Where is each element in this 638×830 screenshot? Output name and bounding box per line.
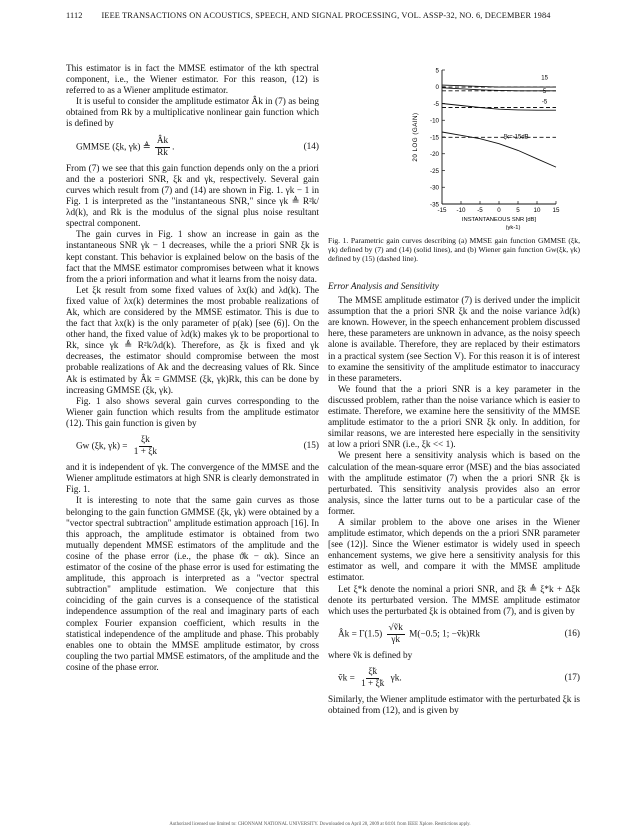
x-tick-label: 15	[552, 207, 560, 214]
paragraph: We present here a sensitivity analysis which is based on the calculation of the mean-square error (MSE) and the bias associated with the amplitude estimator (7) when the a priori SNR ξk is perturbated. This sensitivity analysis provides also an error analysis, since the latter turns out to be a particular case of the former.	[328, 451, 580, 517]
equation-numerator: ξk	[139, 435, 152, 447]
license-footer: Authorized licensed use limited to: CHONNAM NATIONAL UNIVERSITY. Downloaded on April 28, 2009 at 04:01 from IEEE Xplore. Restrictions apply.	[169, 822, 471, 827]
paragraph: From (7) we see that this gain function depends only on the a priori and the a posteriori SNR, ξk and γk, respectively. Several gain curves which result from (7) and (14) are shown in Fig. 1. γk − 1 in Fig. 1 is interpreted as the "instantaneous SNR," since γk ≜ R²k/λd(k), and Rk is the modulus of the signal plus noise resultant spectral component.	[66, 163, 319, 230]
equation-numerator: Âk	[155, 136, 170, 148]
paragraph: A similar problem to the above one arises in the Wiener amplitude estimator, which depends on the a priori SNR parameter [see (12)]. Since the Wiener estimator is widely used in speech enhancement systems, we give here a sensitivity analysis for this estimator as well, and compare it with the MMSE amplitude estimator.	[328, 517, 580, 584]
equation-denominator: γk	[391, 634, 401, 645]
journal-title: IEEE TRANSACTIONS ON ACOUSTICS, SPEECH, AND SIGNAL PROCESSING, VOL. ASSP-32, NO. 6, DECEMBER 1984	[101, 11, 551, 20]
y-tick-label: -30	[430, 184, 439, 192]
y-axis-label: 20 LOG (GAIN)	[412, 112, 419, 162]
x-tick-label: -5	[477, 207, 483, 214]
equation-number: (14)	[303, 141, 319, 152]
y-tick-label: 0	[435, 84, 439, 92]
x-tick-label: 5	[516, 207, 520, 214]
mmse-gain-curve	[442, 132, 556, 167]
figure-caption: Fig. 1. Parametric gain curves describing (a) MMSE gain function GMMSE (ξk, γk) defined by (7) and (14) (solid lines), and (b) Wiener gain function Gw(ξk, γk) defined by (15) (dashed line).	[328, 236, 580, 264]
paragraph: Let ξ*k denote the nominal a priori SNR, and ξ̃k ≜ ξ*k + Δξk denote its perturbated version. The MMSE amplitude estimator which uses the perturbated ξk is obtained from (7), and is given by	[328, 584, 580, 617]
paragraph: The MMSE amplitude estimator (7) is derived under the implicit assumption that the a priori SNR ξk and the noise variance λd(k) are known. However, in the speech enhancement problem discussed here, these parameters are unknown in advance, as the noisy speech alone is available. Therefore, they are replaced by their estimators in a practical system (see Section V). For this reason it is of interest to examine the sensitivity of the amplitude estimator to inaccuracy in these parameters.	[328, 296, 580, 384]
equation-rhs: γk.	[390, 673, 402, 684]
y-tick-label: -5	[433, 100, 439, 108]
right-column	[328, 275, 580, 717]
left-column	[66, 64, 319, 674]
y-tick-label: -20	[430, 151, 439, 159]
x-tick-label: 0	[497, 207, 501, 214]
curve-label: -5	[541, 99, 548, 106]
equation-number: (15)	[303, 441, 319, 452]
paragraph: Similarly, the Wiener amplitude estimator with the perturbated ξk is obtained from (12), and is given by	[328, 695, 580, 717]
equation-number: (17)	[564, 673, 580, 684]
y-tick-label: -35	[430, 201, 439, 209]
gain-curves-chart	[406, 64, 566, 232]
paragraph: It is interesting to note that the same gain curves as those belonging to the gain function GMMSE (ξk, γk) were obtained by a "vector spectral subtraction" amplitude estimation approach [16]. In this approach, the amplitude estimator is obtained from two mutually dependent MMSE estimators of the amplitude and the cosine of the phase error (i.e., the phase ϑk − αk). Since an estimator of the cosine of the phase error is used for estimating the amplitude, this approach is interpreted as a "vector spectral subtraction" amplitude estimation. We conjecture that this coinciding of the gain curves is a consequence of the statistical independence assumption of the real and imaginary parts of each complex Fourier expansion coefficient, which results in the statistical independence of the amplitude and phase. This probably enables one to obtain the MMSE amplitude estimator, by cross coupling the two partial MMSE estimators, of the amplitude and the cosine of the phase error.	[66, 496, 319, 673]
equation-rhs: M(−0.5; 1; −ṽk)Rk	[409, 629, 480, 640]
y-tick-label: 5	[435, 67, 439, 75]
equation-denominator: 1 + ξ̃k	[361, 679, 385, 690]
paragraph: It is useful to consider the amplitude estimator Âk in (7) as being obtained from Rk by a multiplicative nonlinear gain function which is defined by	[66, 97, 319, 130]
equation-number: (16)	[564, 628, 580, 639]
equation-numerator: √ṽk	[387, 623, 405, 635]
equation-lhs: Âk = Γ(1.5)	[338, 629, 383, 640]
equation-17	[328, 667, 580, 690]
section-heading: Error Analysis and Sensitivity	[328, 282, 439, 292]
paragraph: This estimator is in fact the MMSE estimator of the kth spectral component, i.e., the Wiener estimator. For this reason, (12) is referred to as a Wiener amplitude estimator.	[66, 64, 319, 97]
curve-label: 5	[542, 89, 547, 96]
equation-14: GMMSE (ξk, γk) ≜ $\frac{Âk}{Rk}$ . (14)	[76, 135, 319, 158]
mmse-gain-curve	[442, 85, 556, 87]
page-number: 1112	[66, 11, 83, 20]
paragraph: The gain curves in Fig. 1 show an increase in gain as the instantaneous SNR γk − 1 decreases, while the a priori SNR ξk is kept constant. This behavior is explained below on the basis of the fact that the MMSE estimator compromises between what it knows from the a priori information and what it learns from the noisy data.	[66, 230, 319, 285]
paragraph: Fig. 1 also shows several gain curves corresponding to the Wiener gain function which results from the amplitude estimator (12). This gain function is given by	[66, 396, 319, 429]
equation-lhs: GMMSE (ξk, γk) ≜	[76, 142, 151, 153]
x-tick-label: 10	[533, 207, 541, 214]
figure-1	[406, 64, 566, 237]
y-tick-label: -15	[430, 134, 439, 142]
equation-denominator: Rk	[157, 147, 168, 158]
running-header	[66, 11, 586, 25]
paragraph: where ṽk is defined by	[328, 651, 413, 661]
x-tick-label: -15	[437, 207, 447, 214]
curve-label: 15	[541, 75, 548, 82]
equation-15	[66, 435, 319, 458]
equation-16	[328, 623, 580, 646]
equation-lhs: Gw (ξk, γk) =	[76, 441, 128, 452]
paragraph: We found that the a priori SNR is a key parameter in the discussed problem, rather than the noise variance which is easier to estimate. Therefore, we examine here the sensitivity of the MMSE amplitude estimator to the a priori SNR ξk only. In addition, for similar reasons, we are interested here especially in the sensitivity at low a priori SNR (i.e., ξk << 1).	[328, 384, 580, 451]
paragraph: and it is independent of γk. The convergence of the MMSE and the Wiener amplitude estimators at high SNR is clearly demonstrated in Fig. 1.	[66, 463, 319, 496]
equation-numerator: ξ̃k	[366, 667, 379, 679]
x-axis-label: INSTANTANEOUS SNR [dB]	[461, 217, 537, 223]
y-tick-label: -25	[430, 167, 439, 175]
mmse-gain-curve	[442, 104, 556, 111]
x-axis-sublabel: (γk-1)	[505, 225, 521, 231]
paragraph: Let ξk result from some fixed values of λx(k) and λd(k). The fixed value of λx(k) determines the most probable realizations of Ak, which are considered by the MMSE estimator. This is due to the fact that λx(k) is the only parameter of p(ak) [see (6)]. On the other hand, the fixed value of λd(k) makes γk to be proportional to Rk, since γk ≜ R²k/λd(k). Therefore, as ξk is fixed and γk decreases, the estimator should compromise between the most probable realizations of Ak and the decreasing values of Rk. Since Ak is estimated by Âk = GMMSE (ξk, γk)Rk, this can be done by increasing GMMSE (ξk, γk).	[66, 285, 319, 396]
curve-label: ξk=-15dB	[503, 134, 529, 141]
x-tick-label: -10	[456, 207, 466, 214]
mmse-gain-curve	[442, 88, 556, 91]
equation-lhs: ṽk =	[338, 673, 355, 684]
equation-denominator: 1 + ξk	[133, 447, 157, 458]
y-tick-label: -10	[430, 117, 439, 125]
